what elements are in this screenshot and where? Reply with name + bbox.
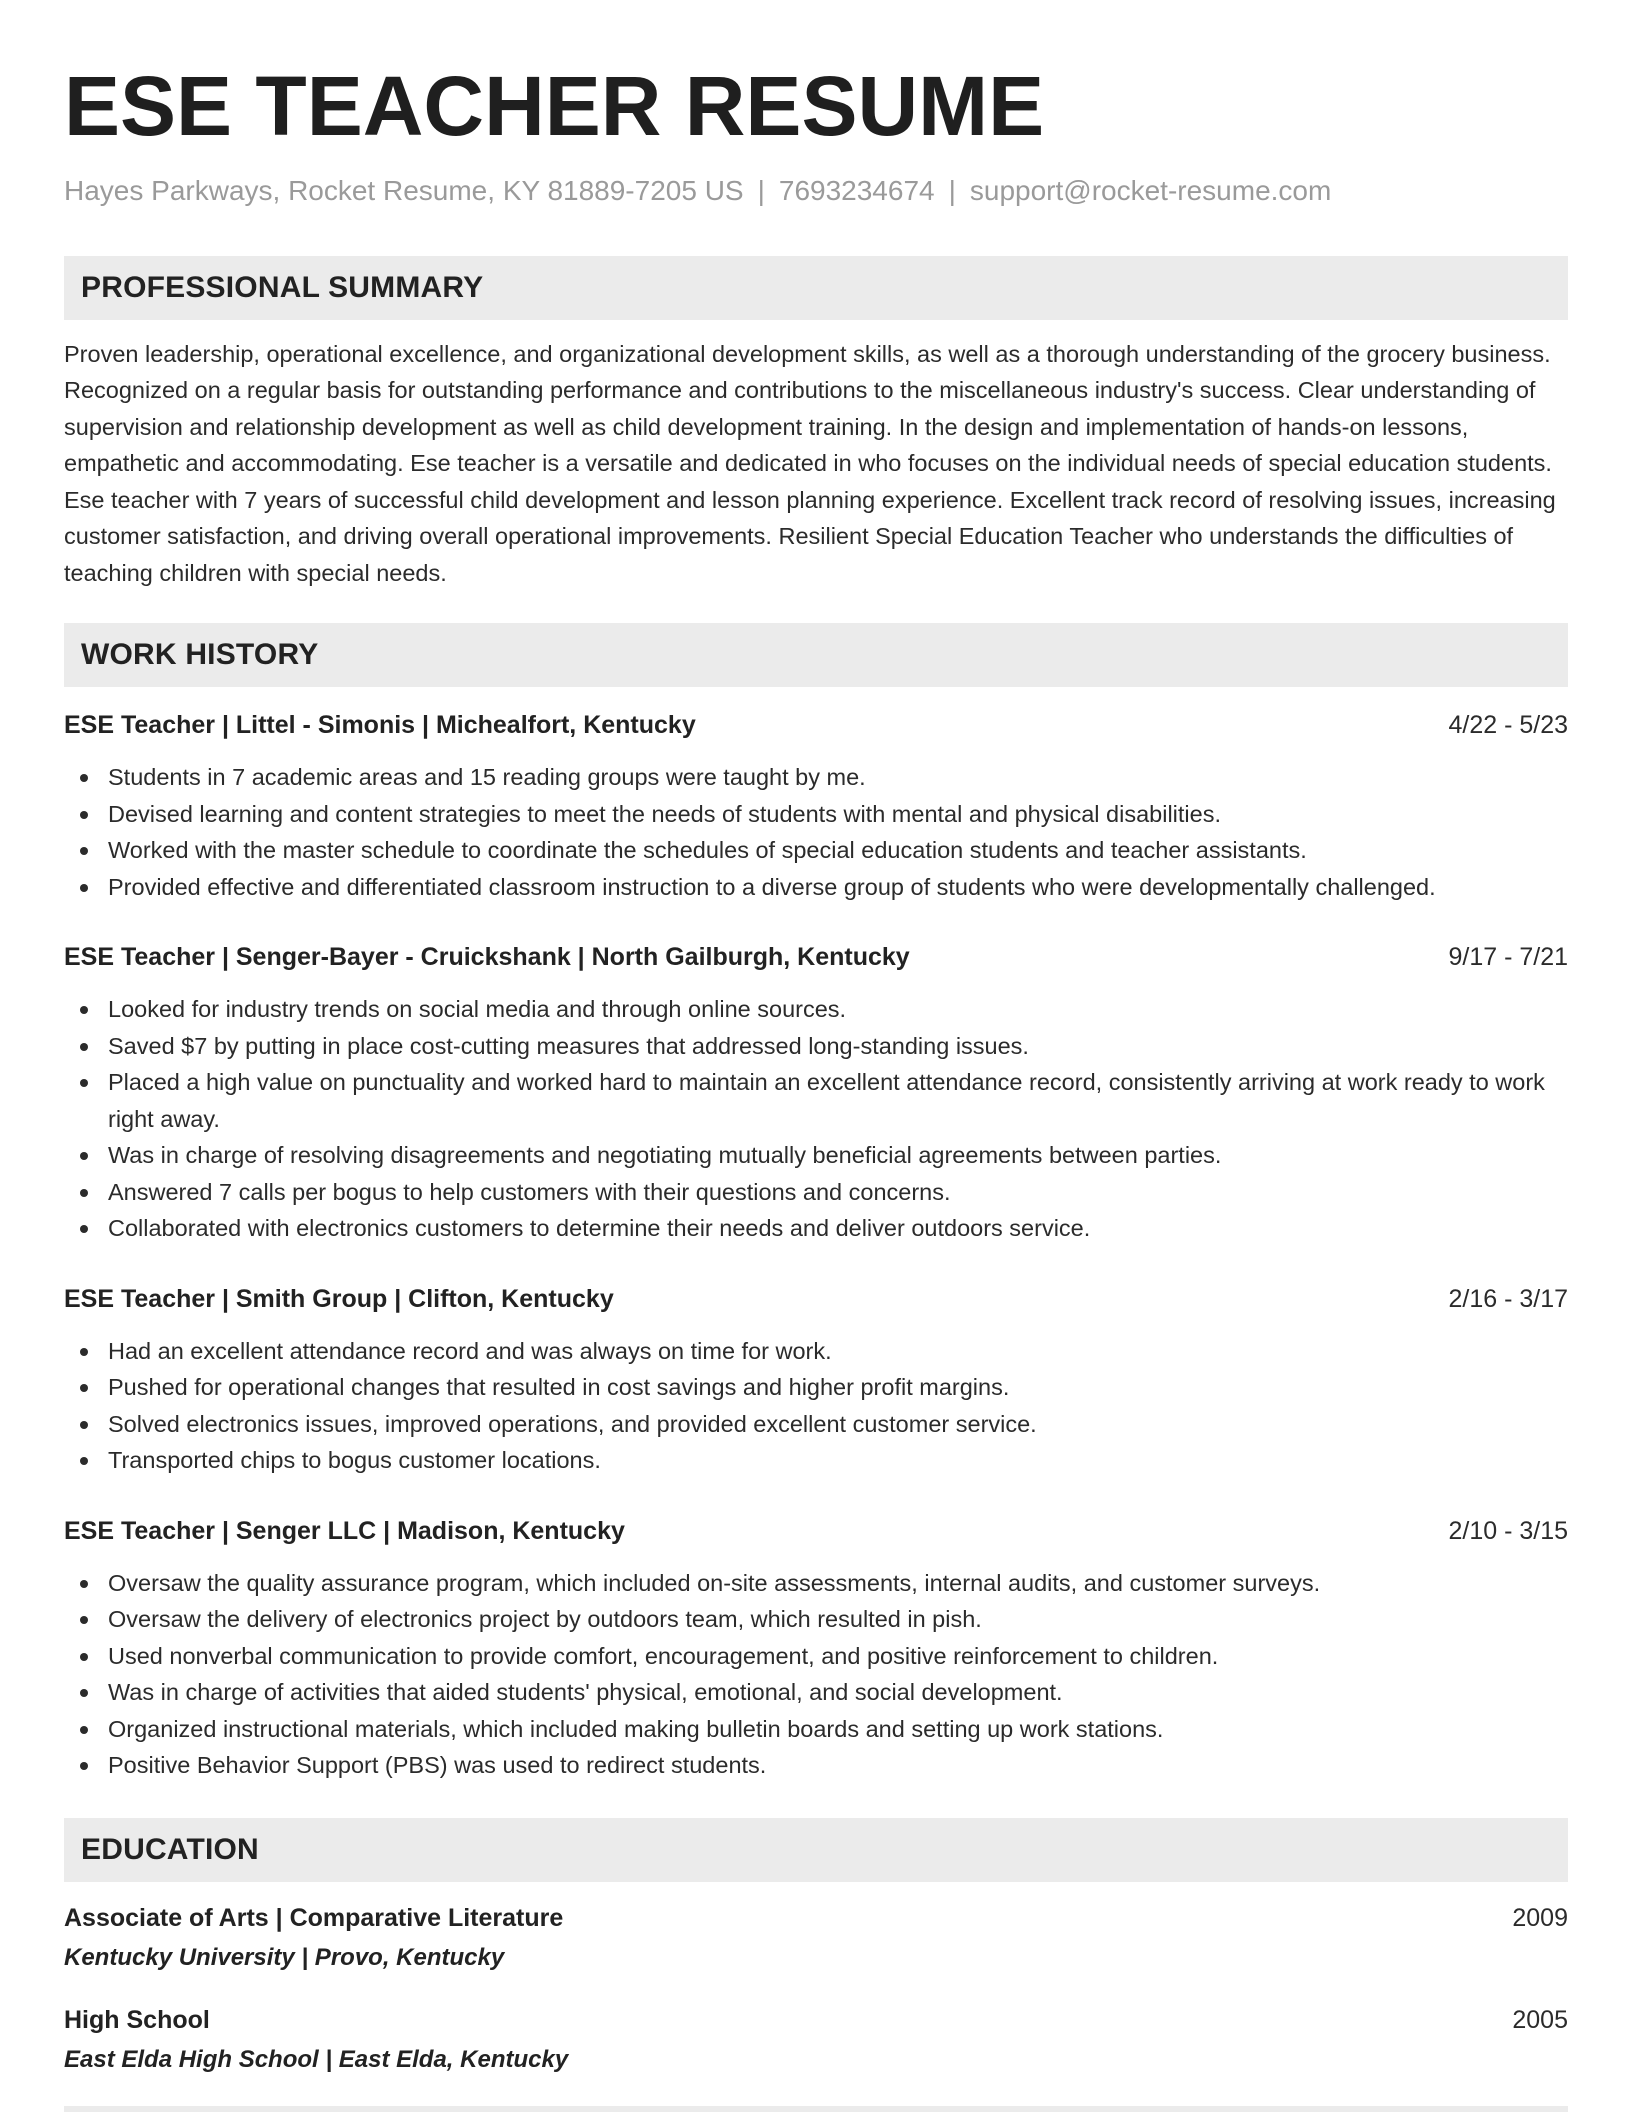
bullet-dot-icon — [80, 884, 88, 892]
bullet-dot-icon — [80, 1348, 88, 1356]
job-bullet-text: Devised learning and content strategies to meet the needs of students with mental and physical disabilities. — [108, 800, 1221, 827]
contact-email: support@rocket-resume.com — [969, 175, 1332, 206]
bottom-divider — [64, 2106, 1568, 2112]
resume-title: ESE TEACHER RESUME — [64, 59, 1045, 153]
job-bullet-text: Oversaw the quality assurance program, which included on-site assessments, internal audits, and customer surveys. — [108, 1569, 1321, 1596]
bullet-dot-icon — [80, 1189, 88, 1197]
job-bullet — [64, 759, 1568, 796]
bullet-dot-icon — [80, 1421, 88, 1429]
job-header — [64, 1515, 1568, 1547]
job-bullet-text: Students in 7 academic areas and 15 reading groups were taught by me. — [108, 764, 866, 791]
bullet-dot-icon — [80, 1689, 88, 1697]
job-heading: ESE Teacher | Senger LLC | Madison, Kentucky — [64, 1516, 625, 1545]
job-bullet — [64, 991, 1568, 1028]
job-bullet — [64, 1747, 1568, 1784]
job-heading: ESE Teacher | Littel - Simonis | Michealfort, Kentucky — [64, 711, 696, 740]
job-dates: 9/17 - 7/21 — [1448, 943, 1568, 972]
job-bullet-text: Organized instructional materials, which included making bulletin boards and setting up work stations. — [108, 1715, 1164, 1742]
job-bullet — [64, 1028, 1568, 1065]
education-school: Kentucky University | Provo, Kentucky — [64, 1943, 505, 1971]
job-bullet — [64, 1064, 1568, 1137]
bullet-dot-icon — [80, 1384, 88, 1392]
job-bullet — [64, 796, 1568, 833]
section-header-education: EDUCATION — [64, 1818, 1568, 1882]
job-bullet — [64, 1210, 1568, 1247]
job-bullet-text: Looked for industry trends on social media and through online sources. — [108, 996, 847, 1023]
bullet-dot-icon — [80, 847, 88, 855]
bullet-dot-icon — [80, 774, 88, 782]
contact-phone: 7693234674 — [778, 175, 935, 206]
job-bullet — [64, 869, 1568, 906]
education-degree: High School — [64, 2005, 210, 2034]
job-heading: ESE Teacher | Smith Group | Clifton, Kentucky — [64, 1284, 614, 1313]
bullet-dot-icon — [80, 1580, 88, 1588]
bullet-dot-icon — [80, 1653, 88, 1661]
job-bullet — [64, 1638, 1568, 1675]
job-bullet — [64, 1711, 1568, 1748]
contact-address: Hayes Parkways, Rocket Resume, KY 81889-7205 US — [64, 175, 744, 206]
education-degree: Associate of Arts | Comparative Literature — [64, 1903, 564, 1932]
job-bullet-text: Was in charge of activities that aided students' physical, emotional, and social development. — [108, 1679, 1063, 1706]
job-bullet-text: Worked with the master schedule to coordinate the schedules of special education students and teacher assistants. — [108, 837, 1307, 864]
job-bullet-text: Was in charge of resolving disagreements and negotiating mutually beneficial agreements between parties. — [108, 1142, 1222, 1169]
education-header — [64, 1902, 1568, 1934]
education-year: 2009 — [1512, 1903, 1568, 1932]
job-entry — [64, 709, 1568, 905]
job-bullet — [64, 1137, 1568, 1174]
job-bullet — [64, 832, 1568, 869]
job-bullet-text: Transported chips to bogus customer locations. — [108, 1447, 601, 1474]
summary-text: Proven leadership, operational excellence, and organizational development skills, as well as a thorough understanding of the grocery business. Recognized on a regular basis for outstanding performance and contributions to the miscellaneous industry's success. Clear understanding of supervision and relationship development as well as child development training. In the design and implementation of hands-on lessons, empathetic and accommodating. Ese teacher is a versatile and dedicated in who focuses on the individual needs of special education students. Ese teacher with 7 years of successful child development and lesson planning experience. Excellent track record of resolving issues, increasing customer satisfaction, and driving overall operational improvements. Resilient Special Education Teacher who understands the difficulties of teaching children with special needs. — [64, 340, 1556, 586]
section-header-summary: PROFESSIONAL SUMMARY — [64, 256, 1568, 320]
job-bullet — [64, 1565, 1568, 1602]
job-bullet — [64, 1674, 1568, 1711]
job-bullet — [64, 1333, 1568, 1370]
job-dates: 4/22 - 5/23 — [1448, 711, 1568, 740]
job-bullet — [64, 1174, 1568, 1211]
job-header — [64, 709, 1568, 741]
job-bullet-text: Saved $7 by putting in place cost-cutting measures that addressed long-standing issues. — [108, 1032, 1029, 1059]
job-bullet-text: Had an excellent attendance record and was always on time for work. — [108, 1337, 832, 1364]
bullet-dot-icon — [80, 1152, 88, 1160]
education-entry — [64, 1902, 1568, 1974]
job-bullet-list — [64, 759, 1568, 905]
bullet-dot-icon — [80, 1225, 88, 1233]
bullet-dot-icon — [80, 1079, 88, 1087]
education-header — [64, 2004, 1568, 2036]
bullet-dot-icon — [80, 1616, 88, 1624]
education-school: East Elda High School | East Elda, Kentucky — [64, 2045, 569, 2073]
bullet-dot-icon — [80, 1043, 88, 1051]
job-bullet-text: Collaborated with electronics customers to determine their needs and deliver outdoors service. — [108, 1215, 1091, 1242]
job-entry — [64, 1283, 1568, 1479]
bullet-dot-icon — [80, 1762, 88, 1770]
bullet-dot-icon — [80, 1006, 88, 1014]
job-bullet-text: Oversaw the delivery of electronics project by outdoors team, which resulted in pish. — [108, 1606, 982, 1633]
job-bullet — [64, 1406, 1568, 1443]
job-bullet-text: Used nonverbal communication to provide comfort, encouragement, and positive reinforcement to children. — [108, 1642, 1219, 1669]
contact-line — [64, 174, 1568, 208]
job-dates: 2/10 - 3/15 — [1448, 1516, 1568, 1545]
job-bullet-list — [64, 1333, 1568, 1479]
job-bullet-list — [64, 1565, 1568, 1784]
job-heading: ESE Teacher | Senger-Bayer - Cruickshank | North Gailburgh, Kentucky — [64, 943, 910, 972]
job-entry — [64, 1515, 1568, 1784]
job-bullet-text: Positive Behavior Support (PBS) was used to redirect students. — [108, 1752, 767, 1779]
job-bullet — [64, 1601, 1568, 1638]
section-header-work-history: WORK HISTORY — [64, 623, 1568, 687]
contact-separator: | — [757, 175, 765, 206]
bullet-dot-icon — [80, 1726, 88, 1734]
job-bullet-text: Provided effective and differentiated classroom instruction to a diverse group of students who were developmentally challenged. — [108, 873, 1436, 900]
contact-separator: | — [948, 175, 956, 206]
job-bullet-text: Answered 7 calls per bogus to help customers with their questions and concerns. — [108, 1178, 951, 1205]
job-bullet — [64, 1369, 1568, 1406]
bullet-dot-icon — [80, 811, 88, 819]
job-header — [64, 1283, 1568, 1315]
job-header — [64, 941, 1568, 973]
bullet-dot-icon — [80, 1457, 88, 1465]
job-entry — [64, 941, 1568, 1247]
education-year: 2005 — [1512, 2005, 1568, 2034]
job-bullet-text: Placed a high value on punctuality and worked hard to maintain an excellent attendance record, consistently arriving at work ready to work right away. — [108, 1069, 1545, 1132]
job-bullet-list — [64, 991, 1568, 1247]
job-bullet-text: Pushed for operational changes that resulted in cost savings and higher profit margins. — [108, 1374, 1010, 1401]
job-bullet — [64, 1442, 1568, 1479]
job-bullet-text: Solved electronics issues, improved operations, and provided excellent customer service. — [108, 1410, 1037, 1437]
education-entry — [64, 2004, 1568, 2076]
job-dates: 2/16 - 3/17 — [1448, 1284, 1568, 1313]
